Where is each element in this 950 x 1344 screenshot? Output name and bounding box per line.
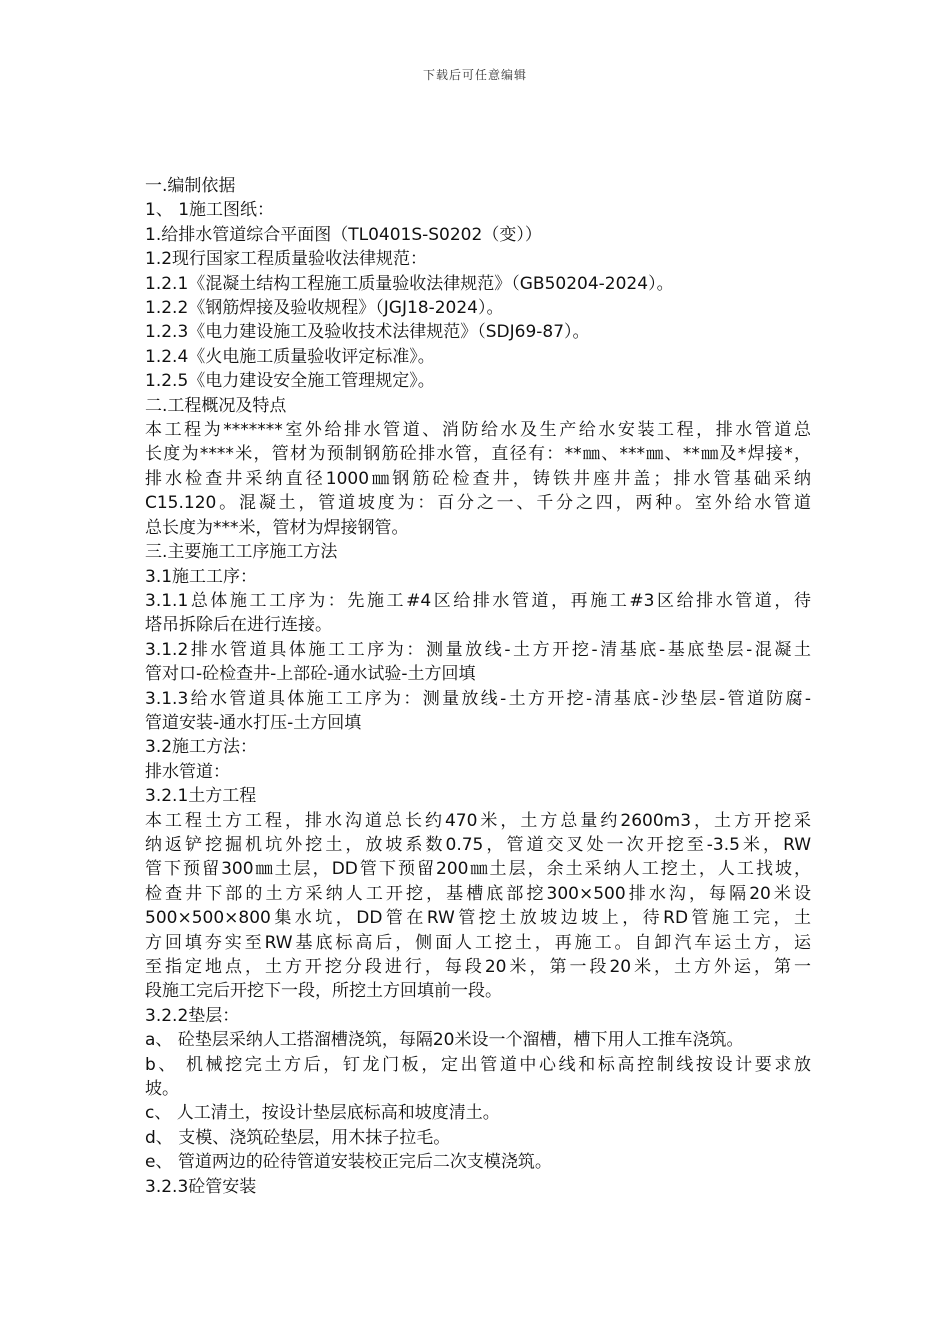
text-line: 1.2.2《钢筋焊接及验收规程》（JGJ18-2024）。	[145, 298, 504, 319]
text-line: 3.2.2垫层：	[145, 1005, 240, 1026]
paragraph-line: 排水检查井采纳直径1000㎜钢筋砼检查井，铸铁井座井盖；排水管基础采纳	[145, 468, 811, 489]
list-item: b、 机械挖完土方后，钉龙门板，定出管道中心线和标高控制线按设计要求放	[145, 1054, 811, 1075]
paragraph-line: 本工程土方工程，排水沟道总长约470米，土方总量约2600m3，土方开挖采	[145, 810, 811, 831]
paragraph-line: 段施工完后开挖下一段，所挖土方回填前一段。	[145, 981, 502, 1002]
section-heading-overview: 二.工程概况及特点	[145, 395, 287, 416]
text-line: 3.2.1土方工程	[145, 786, 257, 807]
document-body	[145, 174, 811, 1199]
list-item: c、 人工清土，按设计垫层底标高和坡度清土。	[145, 1103, 500, 1124]
text-line: 排水管道：	[145, 761, 230, 782]
paragraph-line: 本工程为*******室外给排水管道、消防给水及生产给水安装工程，排水管道总	[145, 420, 811, 441]
section-heading-methods: 三.主要施工工序施工方法	[145, 542, 338, 563]
text-line: 3.2施工方法：	[145, 737, 258, 758]
text-line: 1、 1施工图纸：	[145, 200, 275, 221]
list-item: e、 管道两边的砼待管道安装校正完后二次支模浇筑。	[145, 1152, 552, 1173]
section-heading-basis: 一.编制依据	[145, 176, 236, 196]
paragraph-line: 检查井下部的土方采纳人工开挖，基槽底部挖300×500排水沟，每隔20米设	[145, 883, 811, 904]
text-line: 3.1施工工序：	[145, 566, 258, 587]
list-item-continuation: 坡。	[145, 1079, 179, 1100]
paragraph-line: 3.1.1总体施工工序为：先施工#4区给排水管道，再施工#3区给排水管道，待	[145, 590, 811, 611]
paragraph-line: 总长度为***米，管材为焊接钢管。	[145, 517, 409, 538]
paragraph-line: 长度为****米，管材为预制钢筋砼排水管，直径有：**㎜、***㎜、**㎜及*焊接*，	[145, 444, 811, 465]
text-line: 1.2.5《电力建设安全施工管理规定》。	[145, 371, 435, 392]
paragraph-line: 管道安装-通水打压-土方回填	[145, 712, 362, 733]
text-line: 1.2.4《火电施工质量验收评定标准》。	[145, 346, 435, 367]
list-item: a、 砼垫层采纳人工搭溜槽浇筑，每隔20米设一个溜槽，槽下用人工推车浇筑。	[145, 1030, 744, 1051]
list-item: d、 支模、浇筑砼垫层，用木抹子拉毛。	[145, 1127, 451, 1148]
text-line: 1.2.3《电力建设施工及验收技术法律规范》（SDJ69-87）。	[145, 322, 590, 343]
paragraph-line: 管下预留300㎜土层，DD管下预留200㎜土层，余土采纳人工挖土，人工找坡，	[145, 859, 811, 880]
paragraph-line: 方回填夯实至RW基底标高后，侧面人工挖土，再施工。自卸汽车运土方，运	[145, 932, 811, 953]
paragraph-line: 3.1.3给水管道具体施工工序为：测量放线-土方开挖-清基底-沙垫层-管道防腐-	[145, 688, 811, 709]
paragraph-line: 纳返铲挖掘机坑外挖土，放坡系数0.75，管道交叉处一次开挖至-3.5米，RW	[145, 834, 811, 855]
paragraph-line: 管对口-砼检查井-上部砼-通水试验-土方回填	[145, 664, 476, 685]
text-line: 1.给排水管道综合平面图（TL0401S-S0202（变））	[145, 224, 542, 245]
paragraph-line: 500×500×800集水坑，DD管在RW管挖土放坡边坡上，待RD管施工完，土	[145, 908, 811, 929]
header-note: 下载后可任意编辑	[422, 68, 527, 82]
paragraph-line: 3.1.2排水管道具体施工工序为：测量放线-土方开挖-清基底-基底垫层-混凝土	[145, 639, 811, 660]
text-line: 3.2.3砼管安装	[145, 1176, 257, 1197]
paragraph-line: 塔吊拆除后在进行连接。	[145, 615, 332, 636]
paragraph-line: 至指定地点，土方开挖分段进行，每段20米，第一段20米，土方外运，第一	[145, 957, 811, 977]
text-line: 1.2现行国家工程质量验收法律规范：	[145, 249, 428, 270]
paragraph-line: C15.120。混凝土，管道坡度为：百分之一、千分之四，两种。室外给水管道	[145, 493, 811, 514]
text-line: 1.2.1《混凝土结构工程施工质量验收法律规范》（GB50204-2024）。	[145, 273, 674, 294]
